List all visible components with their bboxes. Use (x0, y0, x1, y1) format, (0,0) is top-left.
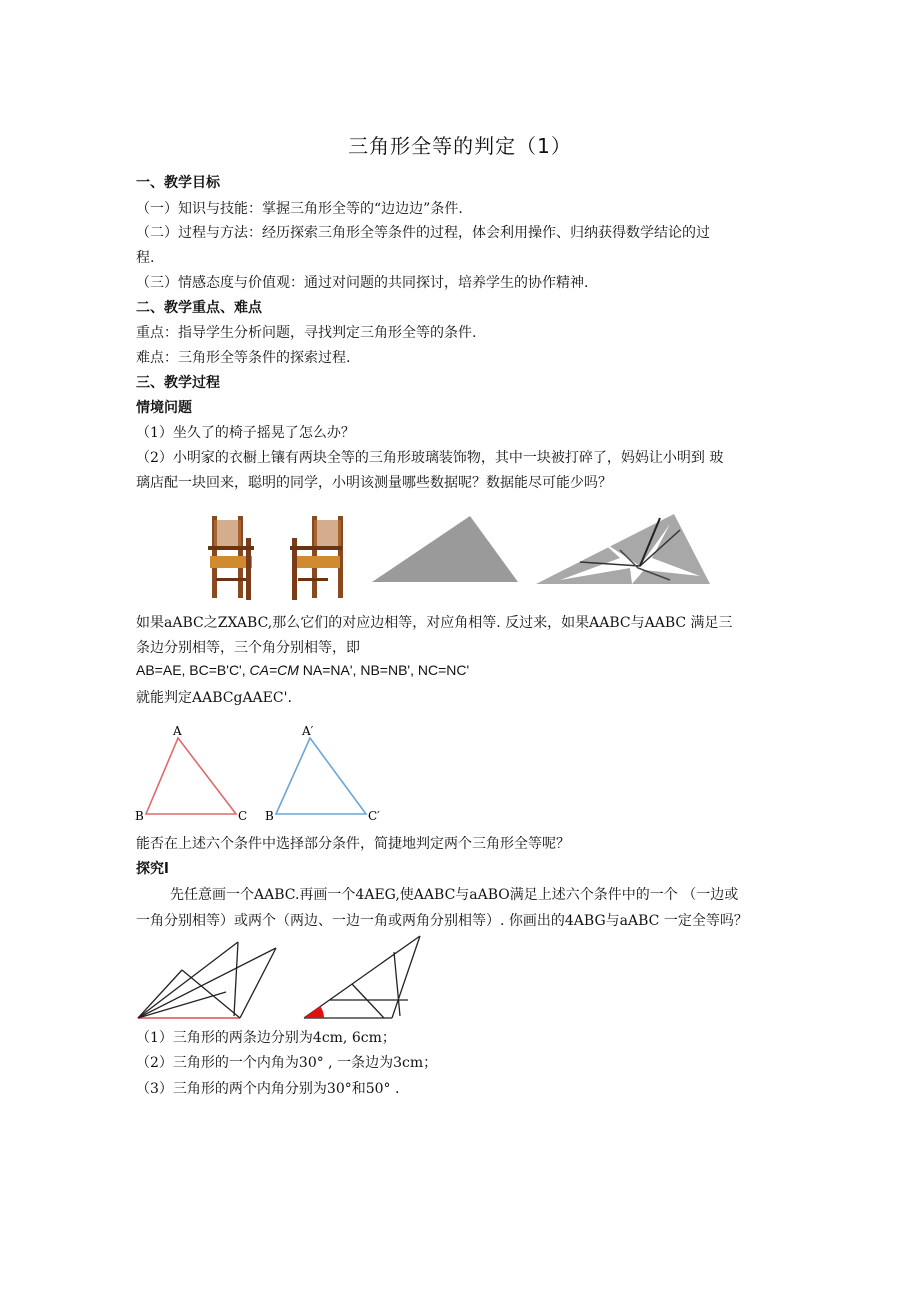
formula-part: NA=NA', NB=NB', NC=NC' (298, 662, 470, 678)
label-a: A (173, 724, 182, 738)
question-line: （1）坐久了的椅子摇晃了怎么办？ (136, 425, 355, 441)
condition-item: （3）三角形的两个内角分别为30°和50° . (136, 1081, 400, 1097)
paragraph-line: 如果aABC之ZXABC,那么它们的对应边相等，对应角相等. 反过来，如果AABC与AABC 满足三 (136, 615, 733, 631)
formula-part-italic: CA=CM (249, 662, 299, 678)
paragraph-line: 就能判定AABCgAAEC'. (136, 690, 292, 706)
paragraph-line: 条边分别相等，三个角分别相等，即 (136, 640, 360, 656)
formula-part: AB=AE, BC=B'C', (136, 662, 250, 678)
triangle-abc-prime (276, 738, 366, 814)
sketch-right (304, 936, 420, 1018)
label-c: C (238, 809, 248, 823)
chair-icon (208, 516, 254, 600)
heading-key-points: 二、教学重点、难点 (136, 300, 262, 316)
heading-objectives: 一、教学目标 (136, 175, 220, 191)
label-a-prime: A′ (302, 724, 314, 738)
question-line: （2）小明家的衣橱上镶有两块全等的三角形玻璃装饰物，其中一块被打碎了，妈妈让小明到 玻 (136, 450, 724, 466)
angle-marker-shape (304, 1006, 324, 1018)
label-b-prime: B (265, 809, 274, 823)
chair-icon (290, 516, 343, 600)
explore-line: 先任意画一个AABC.再画一个4AEG,使AABC与aABO满足上述六个条件中的一个 （一边或 (170, 887, 739, 903)
label-b: B (135, 809, 144, 823)
sketch-left (138, 942, 276, 1018)
condition-item: （2）三角形的一个内角为30° , 一条边为3cm； (136, 1055, 438, 1071)
triangle-abc (146, 738, 236, 814)
question-line: 璃店配一块回来，聪明的同学，小明该测量哪些数据呢？数据能尽可能少吗？ (136, 475, 612, 491)
key-point-line: 重点：指导学生分析问题，寻找判定三角形全等的条件. (136, 325, 477, 341)
page-title: 三角形全等的判定（1） (348, 134, 572, 158)
objective-line: （一）知识与技能：掌握三角形全等的“边边边”条件. (136, 201, 463, 217)
illustration-row (200, 510, 720, 602)
glass-triangle-shape (372, 516, 518, 582)
difficulty-line: 难点：三角形全等条件的探索过程. (136, 350, 351, 366)
objective-line: （二）过程与方法：经历探索三角形全等条件的过程，体会利用操作、归纳获得数学结论的过 (136, 225, 710, 241)
heading-explore: 探究l (136, 861, 169, 877)
question-line: 能否在上述六个条件中选择部分条件，简捷地判定两个三角形全等呢？ (136, 836, 570, 852)
broken-glass-shape (536, 514, 710, 584)
condition-formula (136, 662, 469, 678)
label-c-prime: C′ (368, 809, 380, 823)
explore-figure (130, 930, 430, 1025)
heading-process: 三、教学过程 (136, 375, 220, 391)
objective-line: 程. (136, 250, 155, 266)
subheading-scenario: 情境问题 (136, 400, 192, 416)
triangles-figure (130, 722, 390, 827)
condition-item: （1）三角形的两条边分别为4cm, 6cm； (136, 1030, 396, 1046)
objective-line: （三）情感态度与价值观：通过对问题的共同探讨，培养学生的协作精神. (136, 275, 589, 291)
explore-line: 一角分别相等）或两个（两边、一边一角或两角分别相等）. 你画出的4ABG与aABC 一定全等吗？ (136, 913, 748, 929)
